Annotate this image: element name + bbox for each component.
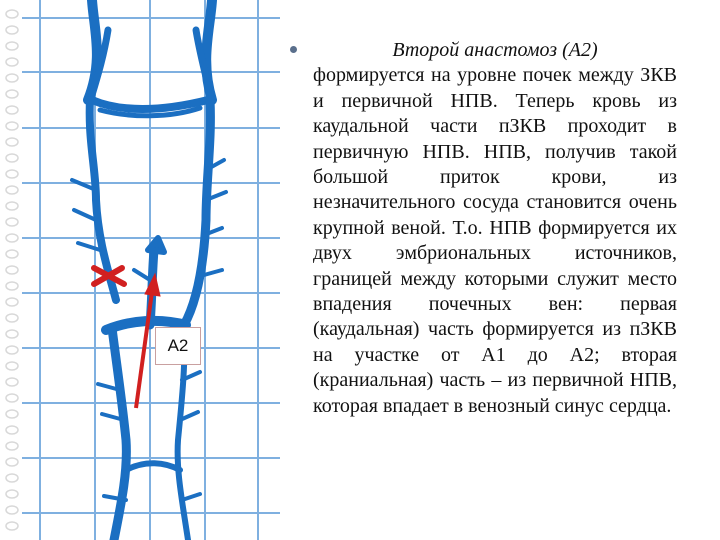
heading: Второй анастомоз (А2) bbox=[392, 39, 598, 61]
body-text: формируется на уровне почек между ЗКВ и первичной НПВ. Теперь кровь из каудальной части пЗКВ проходит в первичную НПВ. НПВ, получив такой большой приток крови, из незначительного сосуда становится очень крупной веной. Т.о. НПВ формируется их двух эмбриональных источников, границей между которыми служит место впадения почечных вен: первая (каудальная) часть формируется из пЗКВ на участке от А1 до А2; вторая (краниальная) часть – из первичной НПВ, которая впадает в венозный синус сердца. bbox=[313, 64, 677, 417]
vein-anastomosis-diagram bbox=[22, 0, 290, 540]
bullet-marker bbox=[290, 46, 297, 53]
a2-label: A2 bbox=[155, 327, 201, 365]
binder-rings bbox=[2, 0, 22, 540]
description-text bbox=[313, 38, 677, 419]
